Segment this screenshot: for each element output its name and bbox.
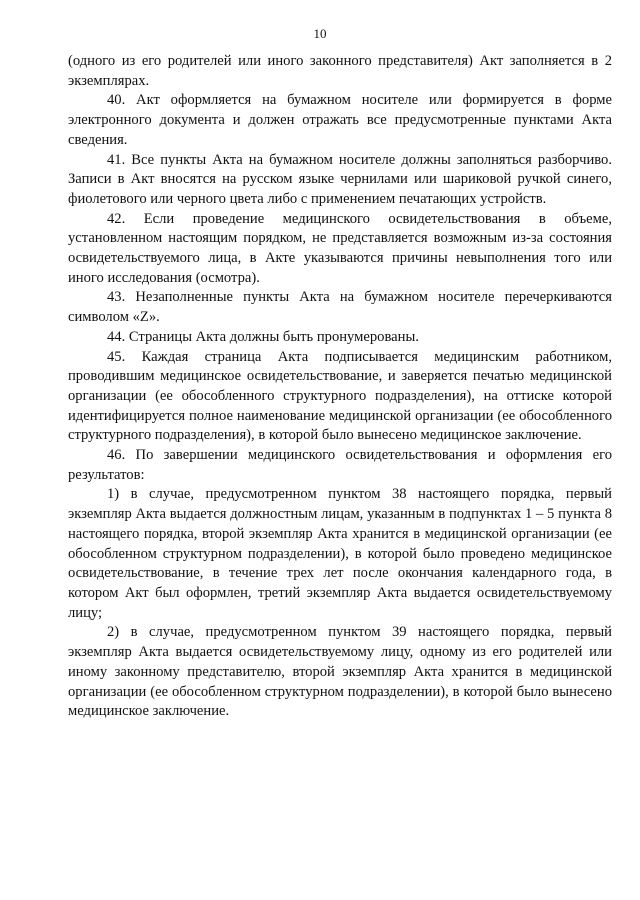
page-number: 10 (313, 26, 327, 41)
paragraph-45: 45. Каждая страница Акта подписывается медицинским работником, проводившим медицинское освидетельствование, и заверяется печатью медицинской организации (ее обособленного структурного подразделения), на оттиске которой идентифицируется полное наименование медицинской организации (ее обособленного структурного подразделения), в которой было вынесено медицинское заключение. (68, 348, 612, 444)
paragraph-41: 41. Все пункты Акта на бумажном носителе должны заполняться разборчиво. Записи в Акт вносятся на русском языке чернилами или шариковой ручкой синего, фиолетового или черного цвета либо с применением печатающих устройств. (68, 151, 612, 207)
paragraph-44: 44. Страницы Акта должны быть пронумерованы. (107, 328, 419, 345)
paragraph-42: 42. Если проведение медицинского освидетельствования в объеме, установленном настоящим порядком, не представляется возможным из-за состояния освидетельствуемого лица, в Акте указываются причины невыполнения того или иного исследования (осмотра). (68, 210, 612, 286)
paragraph-43: 43. Незаполненные пункты Акта на бумажном носителе перечеркиваются символом «Z». (68, 289, 612, 326)
paragraph-46: 46. По завершении медицинского освидетельствования и оформления его результатов: (68, 447, 612, 483)
paragraph-continuation: (одного из его родителей или иного законного представителя) Акт заполняется в 2 экземплярах. (68, 53, 612, 89)
subparagraph-46-1: 1) в случае, предусмотренном пунктом 38 настоящего порядка, первый экземпляр Акта выдается должностным лицам, указанным в подпунктах 1 – 5 пункта 8 настоящего порядка, второй экземпляр Акта хранится в медицинской организации (ее обособленном структурном подразделении), в которой было проведено медицинское освидетельствование, в течение трех лет после окончания календарного года, в котором Акт был оформлен, третий экземпляр Акта выдается освидетельствуемому лицу; (68, 486, 612, 621)
paragraph-40: 40. Акт оформляется на бумажном носителе или формируется в форме электронного документа и должен отражать все предусмотренные пунктами Акта сведения. (68, 92, 612, 148)
subparagraph-46-2: 2) в случае, предусмотренном пунктом 39 настоящего порядка, первый экземпляр Акта выдается освидетельствуемому лицу, одному из его родителей или иному законному представителю, второй экземпляр Акта хранится в медицинской организации (ее обособленном структурном подразделении), в которой было вынесено медицинское заключение. (68, 624, 612, 720)
document-body (68, 52, 612, 722)
